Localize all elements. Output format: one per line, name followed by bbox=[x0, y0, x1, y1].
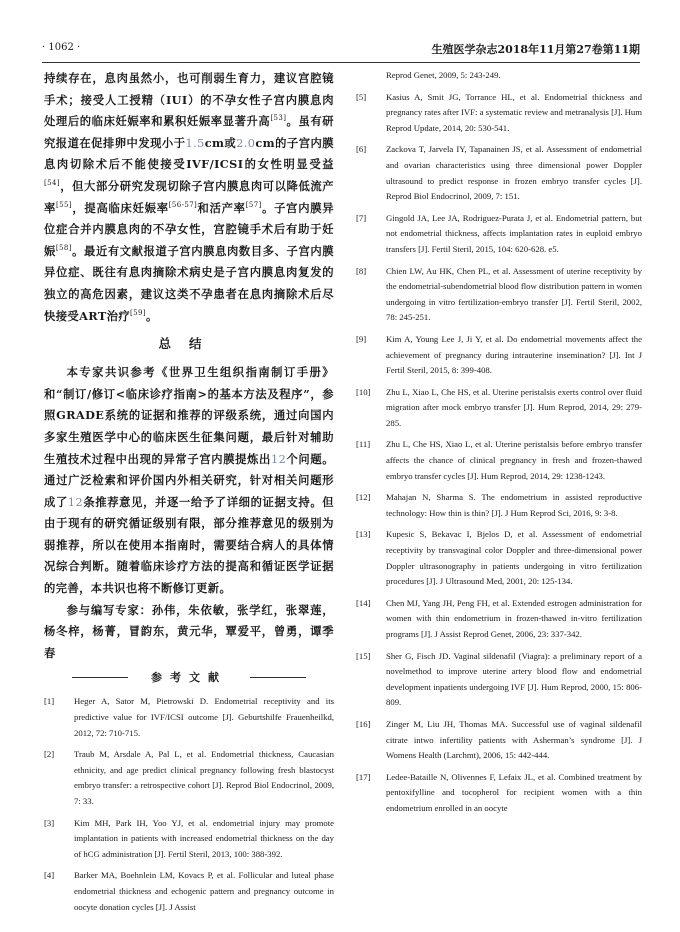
reference-item bbox=[356, 437, 642, 484]
reference-item bbox=[356, 211, 642, 258]
reference-text: Zackova T, Jarvela IY, Tapanainen JS, et al. Assessment of endometrial and ovarian characteristics using three dimensional power Doppler ultrasound to predict response in frozen embryo transfer cycles [J]. Reprod Biol Endocrinol, 2009, 7: 151. bbox=[386, 144, 642, 202]
reference-number: [15] bbox=[356, 650, 371, 661]
reference-text: Ledee-Bataille N, Olivennes F, Lefaix JL, et al. Combined treatment by pentoxifylline and tocopherol for recipient women with a thin endometrium enrolled in an oocyte bbox=[386, 771, 642, 813]
citation: [55] bbox=[56, 200, 73, 209]
reference-item bbox=[356, 68, 642, 84]
journal-title: 生殖医学杂志2018年11月第27卷第11期 bbox=[431, 43, 640, 56]
reference-text: Gingold JA, Lee JA, Rodriguez-Purata J, et al. Endometrial pattern, but not endometrial thickness, affects implantation rates in euploid embryo transfers [J]. Fertil Steril, 2015, 104: 620-628. e5. bbox=[386, 212, 642, 254]
reference-number: [3] bbox=[44, 817, 55, 828]
heading-rule-left bbox=[72, 677, 128, 678]
reference-item bbox=[356, 717, 642, 764]
reference-text: Chien LW, Au HK, Chen PL, et al. Assessment of uterine receptivity by the endometrial-subendometrial blood flow distribution pattern in women undergoing in vitro fertilization-embryo transfer [J]. Fertil Steril, 2002, 78: 245-251. bbox=[386, 265, 642, 323]
paragraph-summary: 本专家共识参考《世界卫生组织指南制订手册》和“制订/修订<临床诊疗指南>的基本方法及程序”，参照GRADE系统的证据和推荐的评级系统，通过向国内多家生殖医学中心的临床医生征集问题，最后针对辅助生殖技术过程中出现的异常子宫内膜提炼出12个问题。通过广泛检索和评价国内外相关研究，针对相关问题形成了12条推荐意见，并逐一给予了详细的证据支持。但由于现有的研究循证级别有限，部分推荐意见的级别为弱推荐，所以在使用本指南时，需要结合病人的具体情况综合判断。随着临床诊疗方法的提高和循证医学证据的完善，本共识也将不断修订更新。 bbox=[44, 365, 334, 596]
reference-text: Traub M, Arsdale A, Pal L, et al. Endometrial thickness, Caucasian ethnicity, and age predict clinical pregnancy following fresh blastocyst embryo transfer: a retrospective cohort [J]. Reprod Biol Endocrinol, 2009, 7: 33. bbox=[74, 749, 334, 806]
reference-item bbox=[356, 490, 642, 521]
page-header bbox=[42, 40, 640, 63]
reference-text: Kupesic S, Bekavac I, Bjelos D, et al. Assessment of endometrial receptivity by transvaginal color Doppler and three-dimensional power Doppler ultrasonography in patients undergoing in vitro fertilization procedures [J]. J Ultrasound Med, 2001, 20: 125-134. bbox=[386, 529, 642, 587]
reference-number: [9] bbox=[356, 333, 367, 344]
reference-number: [2] bbox=[44, 749, 55, 760]
reference-item bbox=[44, 747, 334, 809]
reference-list-left bbox=[44, 694, 334, 915]
reference-number: [16] bbox=[356, 718, 371, 729]
reference-text: Zinger M, Liu JH, Thomas MA. Successful use of vaginal sildenafil citrate intwo infertility patients with Asherman’s syndrome [J]. J Womens Health (Larchmt), 2006, 15: 442-444. bbox=[386, 718, 642, 761]
citation: [54] bbox=[44, 179, 60, 188]
reference-number: [13] bbox=[356, 529, 371, 540]
reference-number: [12] bbox=[356, 492, 371, 503]
reference-item bbox=[356, 90, 642, 137]
reference-item bbox=[356, 264, 642, 326]
reference-item bbox=[356, 527, 642, 589]
section-heading-summary: 总结 bbox=[158, 336, 220, 352]
reference-item bbox=[356, 385, 642, 432]
reference-number: [1] bbox=[44, 696, 55, 707]
reference-item bbox=[356, 596, 642, 643]
reference-item bbox=[356, 332, 642, 379]
citation: [56-57] bbox=[168, 200, 198, 209]
reference-number: [7] bbox=[356, 212, 367, 223]
right-column bbox=[356, 68, 642, 823]
reference-number: [4] bbox=[44, 870, 55, 881]
reference-number: [10] bbox=[356, 386, 371, 397]
reference-text: Kim A, Young Lee J, Ji Y, et al. Do endometrial movements affect the achievement of pregnancy during intrauterine insemination? [J]. Int J Fertil Steril, 2015, 8: 399-408. bbox=[386, 333, 642, 376]
reference-text: Zhu L, Che HS, Xiao L, et al. Uterine peristalsis before embryo transfer affects the chance of clinical pregnancy in fresh and frozen-thawed embryo transfer cycles [J]. Hum Reprod, 2014, 29: 1238-1243. bbox=[386, 439, 642, 481]
reference-number: [6] bbox=[356, 144, 367, 155]
citation: [57] bbox=[245, 200, 262, 209]
reference-text: Sher G, Fisch JD. Vaginal sildenafil (Viagra): a preliminary report of a novelmethod to improve uterine artery blood flow and endometrial development inpatients undergoing IVF [J]. Hum Reprod, 2000, 15: 806-809. bbox=[386, 650, 642, 708]
page-number: · 1062 · bbox=[42, 42, 81, 53]
reference-text: Chen MJ, Yang JH, Peng FH, et al. Extended estrogen administration for women with thin endometrium in frozen-thawed in-vitro fertilization programs [J]. J Assist Reprod Genet, 2006, 23: 337-342. bbox=[386, 597, 642, 639]
reference-item bbox=[356, 770, 642, 817]
heading-rule-right bbox=[250, 677, 306, 678]
reference-number: [17] bbox=[356, 771, 371, 782]
reference-list-right bbox=[356, 68, 642, 817]
reference-item bbox=[44, 816, 334, 863]
paragraph-contributors: 参与编写专家：孙伟，朱依敏，张学红，张翠莲，杨冬梓，杨菁，冒韵东，黄元华，覃爱平，曾勇，谭季春 bbox=[44, 602, 334, 660]
reference-text: Heger A, Sator M, Pietrowski D. Endometrial receptivity and its predictive value for IVF/ICSI outcome [J]. Geburtshilfe Frauenheilkd, 2012, 72: 710-715. bbox=[74, 696, 334, 738]
reference-item bbox=[44, 868, 334, 915]
reference-number: [8] bbox=[356, 265, 367, 276]
reference-item bbox=[356, 649, 642, 711]
citation: [53] bbox=[270, 114, 287, 123]
reference-text: Barker MA, Boehnlein LM, Kovacs P, et al. Follicular and luteal phase endometrial thickness and echogenic pattern and pregnancy outcome in oocyte donation cycles [J]. J Assist bbox=[74, 870, 334, 912]
reference-item bbox=[44, 694, 334, 741]
reference-text: Reprod Genet, 2009, 5: 243-249. bbox=[386, 70, 501, 80]
reference-number: [5] bbox=[356, 91, 367, 102]
citation: [59] bbox=[130, 308, 147, 317]
reference-number: [14] bbox=[356, 597, 371, 608]
reference-text: Mahajan N, Sharma S. The endometrium in assisted reproductive technology: How thin is thin? [J]. J Hum Reprod Sci, 2016, 9: 3-8. bbox=[386, 492, 642, 518]
reference-text: Kim MH, Park IH, Yoo YJ, et al. endometrial injury may promote implantation in patients with increased endometrial thickness on the day of hCG administration [J]. Fertil Steril, 2013, 100: 388-392. bbox=[74, 817, 334, 859]
paragraph-polyps: 持续存在，息肉虽然小，也可削弱生育力，建议宫腔镜手术；接受人工授精（IUI）的不孕女性子宫内膜息肉处理后的临床妊娠率和累积妊娠率显著升高[53]。虽有研究报道在促排卵中发现小于1.5cm或2.0cm的子宫内膜息肉切除术后不能使接受IVF/ICSI的女性明显受益[54]，但大部分研究发现切除子宫内膜息肉可以降低流产率[55]，提高临床妊娠率[56-57]和活产率[57]。子宫内膜异位症合并内膜息肉的不孕女性，宫腔镜手术后有助于妊娠[58]。最近有文献报道子宫内膜息肉数目多、子宫内膜异位症、既往有息肉摘除术病史是子宫内膜息肉复发的独立的高危因素，建议这类不孕患者在息肉摘除术后尽快接受ART治疗[59]。 bbox=[44, 71, 334, 323]
reference-item bbox=[356, 142, 642, 204]
citation: [58] bbox=[55, 243, 72, 252]
reference-text: Kasius A, Smit JG, Torrance HL, et al. Endometrial thickness and pregnancy rates after IVF: a systematic review and metranalysis [J]. Hum Reprod Update, 2014, 20: 530-541. bbox=[386, 91, 642, 133]
reference-text: Zhu L, Xiao L, Che HS, et al. Uterine peristalsis exerts control over fluid migration after mock embryo transfer [J]. Hum Reprod, 2014, 29: 279-285. bbox=[386, 386, 642, 428]
references-heading: 参考文献 bbox=[44, 670, 334, 686]
left-column bbox=[44, 68, 334, 921]
reference-number: [11] bbox=[356, 439, 371, 450]
